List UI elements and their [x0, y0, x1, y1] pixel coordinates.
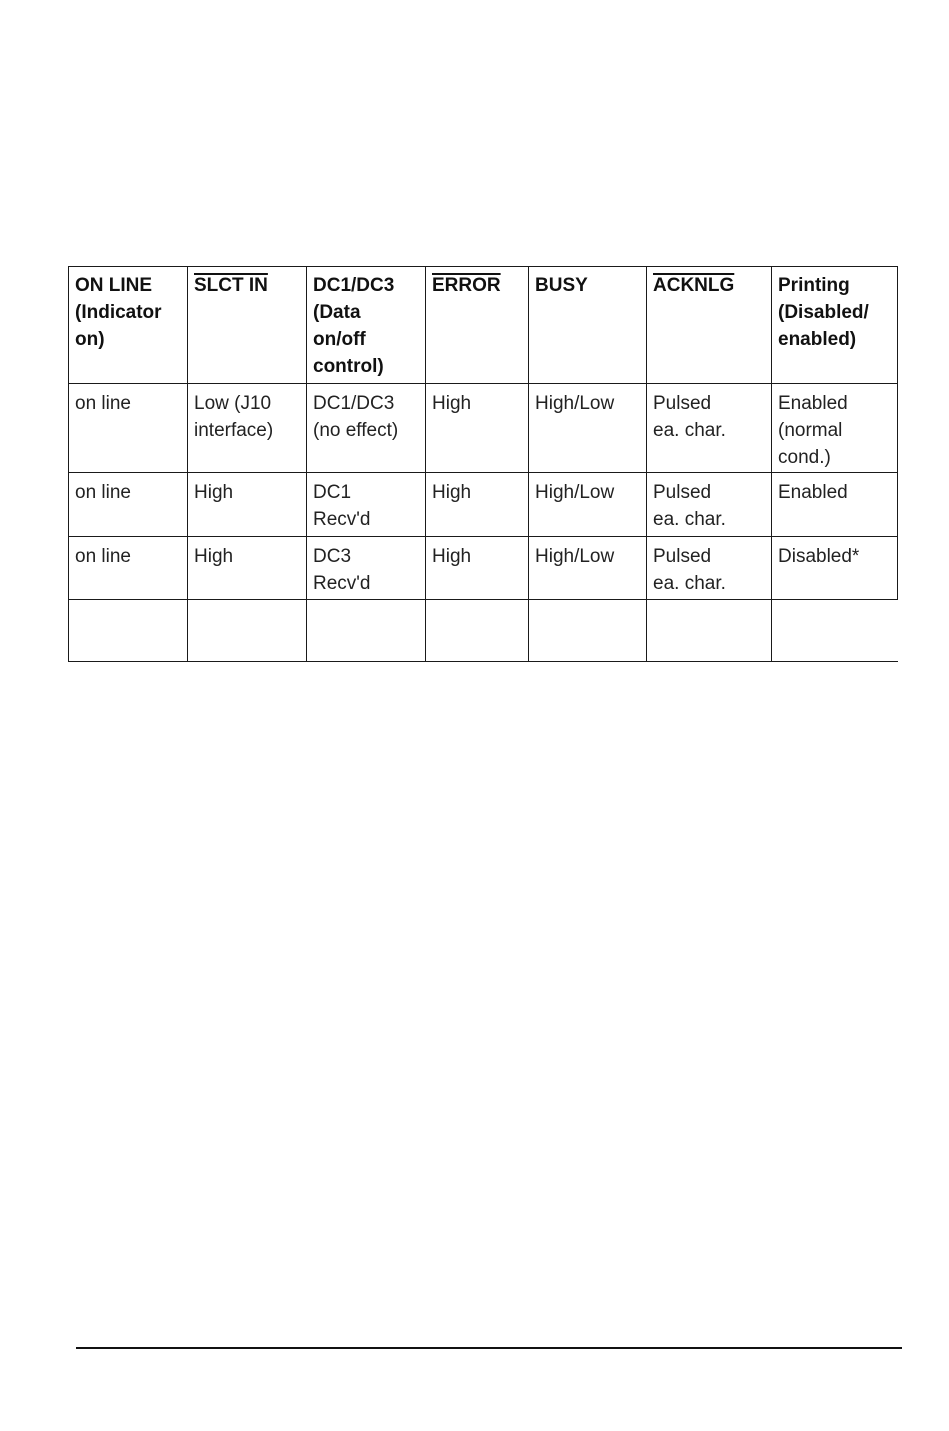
cell-printing [771, 600, 898, 661]
cell-dc1-dc3: DC1 Recv'd [306, 473, 425, 536]
cell-busy: High/Low [528, 537, 646, 599]
header-online: ON LINE (Indicator on) [68, 267, 187, 383]
cell-printing: Enabled [771, 473, 898, 536]
cell-acknlg: Pulsed ea. char. [646, 537, 771, 599]
table-header-row [68, 266, 898, 383]
cell-busy: High/Low [528, 384, 646, 472]
cell-dc1-dc3: DC1/DC3 (no effect) [306, 384, 425, 472]
cell-acknlg: Pulsed ea. char. [646, 473, 771, 536]
cell-slct-in [187, 600, 306, 661]
header-slct-in-label: SLCT IN [194, 275, 268, 296]
cell-busy: High/Low [528, 473, 646, 536]
cell-slct-in: Low (J10 interface) [187, 384, 306, 472]
header-acknlg-label: ACKNLG [653, 275, 735, 296]
cell-error: High [425, 537, 528, 599]
cell-dc1-dc3 [306, 600, 425, 661]
cell-slct-in: High [187, 537, 306, 599]
table-row [68, 536, 898, 599]
header-slct-in [187, 267, 306, 383]
header-acknlg [646, 267, 771, 383]
cell-busy [528, 600, 646, 661]
header-busy: BUSY [528, 267, 646, 383]
cell-online: on line [68, 537, 187, 599]
header-error [425, 267, 528, 383]
cell-dc1-dc3: DC3 Recv'd [306, 537, 425, 599]
cell-printing: Disabled* [771, 537, 898, 599]
header-dc1-dc3: DC1/DC3 (Data on/off control) [306, 267, 425, 383]
footer-divider [76, 1347, 902, 1349]
cell-slct-in: High [187, 473, 306, 536]
interface-signal-table [68, 266, 898, 662]
cell-online [68, 600, 187, 661]
cell-acknlg: Pulsed ea. char. [646, 384, 771, 472]
cell-online: on line [68, 473, 187, 536]
header-error-label: ERROR [432, 275, 501, 296]
table-row [68, 599, 898, 662]
cell-printing: Enabled (normal cond.) [771, 384, 898, 472]
cell-acknlg [646, 600, 771, 661]
table-row [68, 472, 898, 536]
header-printing: Printing (Disabled/ enabled) [771, 267, 898, 383]
cell-error: High [425, 384, 528, 472]
cell-online: on line [68, 384, 187, 472]
cell-error: High [425, 473, 528, 536]
cell-error [425, 600, 528, 661]
table-row [68, 383, 898, 472]
